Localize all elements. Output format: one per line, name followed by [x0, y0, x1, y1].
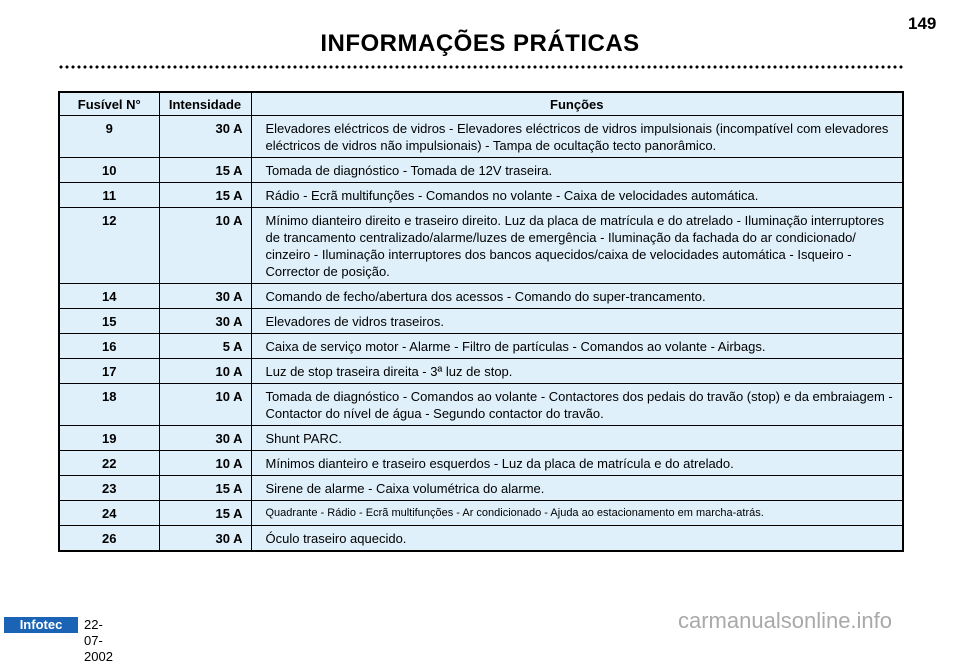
- intensity-cell: 30 A: [159, 426, 251, 451]
- functions-cell: Mínimo dianteiro direito e traseiro direito. Luz da placa de matrícula e do atrelado - Iluminação interruptores de trancamento centralizado/alarme/luzes de emergência - Iluminação da fachada do ar condicionado/ cinzeiro - Iluminação interruptores dos bancos aquecidos/caixa de velocidades automática - Isqueiro - Corrector de posição.: [251, 208, 903, 284]
- table-row: [59, 501, 903, 526]
- fuse-number-cell: 18: [59, 384, 159, 426]
- intensity-cell: 10 A: [159, 384, 251, 426]
- fuse-number-cell: 11: [59, 183, 159, 208]
- functions-cell: Comando de fecho/abertura dos acessos - Comando do super-trancamento.: [251, 284, 903, 309]
- functions-cell: Shunt PARC.: [251, 426, 903, 451]
- table-row: [59, 158, 903, 183]
- fuse-number-cell: 26: [59, 526, 159, 552]
- fuse-number-cell: 22: [59, 451, 159, 476]
- fuse-number-cell: 17: [59, 359, 159, 384]
- intensity-cell: 15 A: [159, 158, 251, 183]
- page-number: 149: [908, 14, 937, 33]
- intensity-cell: 15 A: [159, 501, 251, 526]
- table-row: [59, 208, 903, 284]
- infotec-logo: Infotec: [4, 617, 78, 633]
- fuse-number-cell: 15: [59, 309, 159, 334]
- table-row: [59, 284, 903, 309]
- functions-cell: Óculo traseiro aquecido.: [251, 526, 903, 552]
- fuse-number-cell: 10: [59, 158, 159, 183]
- functions-cell: Caixa de serviço motor - Alarme - Filtro de partículas - Comandos ao volante - Airbags.: [251, 334, 903, 359]
- functions-cell: Elevadores de vidros traseiros.: [251, 309, 903, 334]
- intensity-cell: 30 A: [159, 309, 251, 334]
- table-row: [59, 309, 903, 334]
- functions-cell: Tomada de diagnóstico - Comandos ao volante - Contactores dos pedais do travão (stop) e da embraiagem - Contactor do nível de água - Segundo contactor do travão.: [251, 384, 903, 426]
- table-row: [59, 359, 903, 384]
- table-row: [59, 334, 903, 359]
- table-row: [59, 116, 903, 158]
- intensity-cell: 10 A: [159, 451, 251, 476]
- fuse-number-cell: 23: [59, 476, 159, 501]
- functions-cell: Luz de stop traseira direita - 3ª luz de stop.: [251, 359, 903, 384]
- intensity-cell: 30 A: [159, 116, 251, 158]
- print-date: 22-07-2002: [84, 617, 113, 664]
- column-header-fuse: Fusível N°: [59, 92, 159, 116]
- table-row: [59, 451, 903, 476]
- functions-cell: Rádio - Ecrã multifunções - Comandos no volante - Caixa de velocidades automática.: [251, 183, 903, 208]
- table-header-row: [59, 92, 903, 116]
- table-row: [59, 526, 903, 552]
- intensity-cell: 5 A: [159, 334, 251, 359]
- intensity-cell: 30 A: [159, 284, 251, 309]
- fuse-number-cell: 9: [59, 116, 159, 158]
- functions-cell: Tomada de diagnóstico - Tomada de 12V traseira.: [251, 158, 903, 183]
- dotted-divider: [58, 64, 904, 70]
- table-row: [59, 426, 903, 451]
- intensity-cell: 15 A: [159, 476, 251, 501]
- functions-cell: Mínimos dianteiro e traseiro esquerdos - Luz da placa de matrícula e do atrelado.: [251, 451, 903, 476]
- table-row: [59, 183, 903, 208]
- intensity-cell: 15 A: [159, 183, 251, 208]
- table-row: [59, 384, 903, 426]
- fuse-number-cell: 14: [59, 284, 159, 309]
- functions-cell: Quadrante - Rádio - Ecrã multifunções - Ar condicionado - Ajuda ao estacionamento em marcha-atrás.: [251, 501, 903, 526]
- page-title: INFORMAÇÕES PRÁTICAS: [320, 30, 640, 57]
- functions-cell: Sirene de alarme - Caixa volumétrica do alarme.: [251, 476, 903, 501]
- column-header-functions: Funções: [251, 92, 903, 116]
- column-header-intensity: Intensidade: [159, 92, 251, 116]
- intensity-cell: 10 A: [159, 208, 251, 284]
- intensity-cell: 30 A: [159, 526, 251, 552]
- fuse-table: [58, 91, 904, 552]
- intensity-cell: 10 A: [159, 359, 251, 384]
- watermark: carmanualsonline.info: [678, 608, 893, 633]
- fuse-number-cell: 24: [59, 501, 159, 526]
- table-row: [59, 476, 903, 501]
- fuse-number-cell: 16: [59, 334, 159, 359]
- functions-cell: Elevadores eléctricos de vidros - Elevadores eléctricos de vidros impulsionais (incompatível com elevadores eléctricos de vidros não impulsionais) - Tampa de ocultação tecto panorâmico.: [251, 116, 903, 158]
- fuse-number-cell: 12: [59, 208, 159, 284]
- fuse-number-cell: 19: [59, 426, 159, 451]
